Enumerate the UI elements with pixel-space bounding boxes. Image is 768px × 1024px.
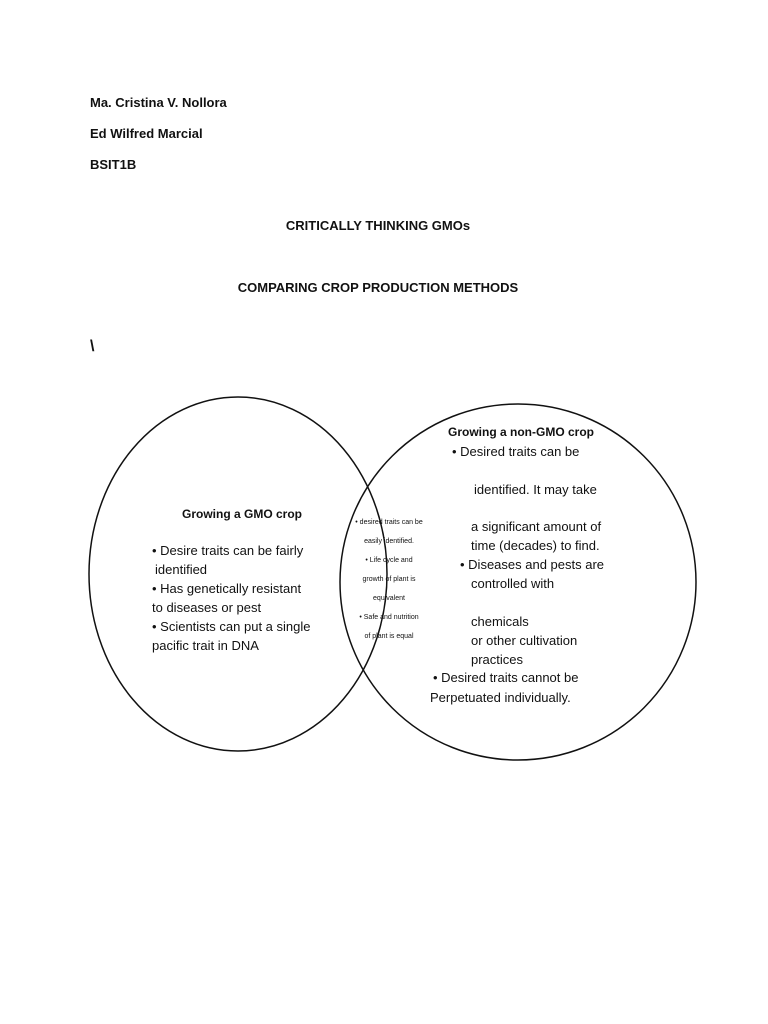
non-gmo-point-line: • Diseases and pests are xyxy=(460,557,605,572)
gmo-point-line: • Desire traits can be fairly xyxy=(152,543,304,558)
overlap-point-line: equivalent xyxy=(373,595,405,602)
non-gmo-point-line: Perpetuated individually. xyxy=(430,690,571,705)
gmo-point-line: pacific trait in DNA xyxy=(152,638,259,653)
author-name-1: Ma. Cristina V. Nollora xyxy=(90,95,227,110)
non-gmo-point-line: • Desired traits can be xyxy=(452,444,580,459)
document-subtitle: COMPARING CROP PRODUCTION METHODS xyxy=(237,280,519,295)
non-gmo-point-line: controlled with xyxy=(471,576,555,591)
overlap-point-line: • desired traits can be xyxy=(355,519,423,526)
gmo-point-line: • Scientists can put a single xyxy=(152,619,311,634)
overlap-point-line: • Life cycle and xyxy=(365,557,413,564)
non-gmo-point-line: chemicals xyxy=(471,614,529,629)
overlap-point-line: easily identified. xyxy=(364,538,414,545)
overlap-point-line: growth of plant is xyxy=(362,576,416,583)
document-title: CRITICALLY THINKING GMOs xyxy=(285,218,471,233)
gmo-heading: Growing a GMO crop xyxy=(182,507,303,521)
gmo-point-line: to diseases or pest xyxy=(152,600,262,615)
non-gmo-point-line: • Desired traits cannot be xyxy=(433,670,579,685)
non-gmo-point-line: practices xyxy=(471,652,524,667)
overlap-point-line: • Safe and nutrition xyxy=(359,614,419,621)
gmo-point-line: • Has genetically resistant xyxy=(152,581,302,596)
stray-backslash: \ xyxy=(90,338,95,355)
section-label: BSIT1B xyxy=(90,157,137,172)
non-gmo-point-line: a significant amount of xyxy=(471,519,602,534)
author-name-2: Ed Wilfred Marcial xyxy=(90,126,203,141)
non-gmo-point-line: time (decades) to find. xyxy=(471,538,600,553)
gmo-point-line: identified xyxy=(155,562,208,577)
non-gmo-heading: Growing a non-GMO crop xyxy=(448,425,594,439)
non-gmo-point-line: or other cultivation xyxy=(471,633,578,648)
non-gmo-point-line: identified. It may take xyxy=(474,482,597,497)
overlap-point-line: of plant is equal xyxy=(364,633,414,640)
